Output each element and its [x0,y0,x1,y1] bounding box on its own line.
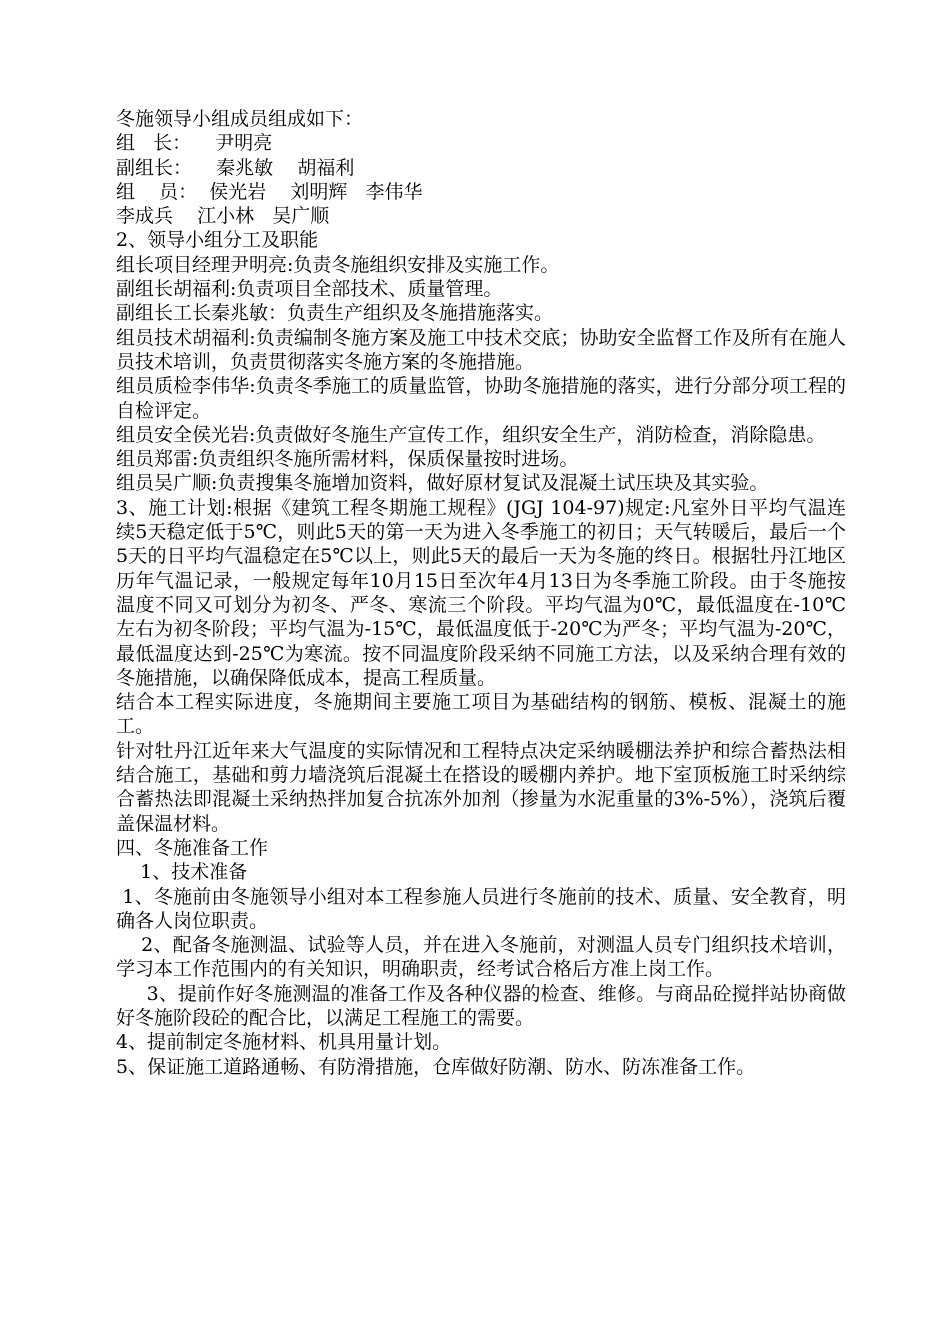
paragraph-duty-deputy-tech: 副组长胡福利:负责项目全部技术、质量管理。 [116,278,503,301]
subheading-technical-preparation: 1、技术准备 [116,861,248,884]
paragraph-project-scope: 结合本工程实际进度，冬施期间主要施工项目为基础结构的钢筋、模板、混凝土的施工。 [116,691,846,738]
section-heading-division-of-duties: 2、领导小组分工及职能 [116,229,319,252]
paragraph-duty-leader: 组长项目经理尹明亮:负责冬施组织安排及实施工作。 [116,253,560,276]
section-heading-winter-preparation: 四、冬施准备工作 [116,836,269,859]
paragraph-duty-deputy-production: 副组长工长秦兆敏：负责生产组织及冬施措施落实。 [116,302,554,325]
list-item-1: 1、冬施前由冬施领导小组对本工程参施人员进行冬施前的技术、质量、安全教育，明确各人岗位职责。 [116,885,846,932]
paragraph-curing-method: 针对牡丹江近年来大气温度的实际情况和工程特点决定采纳暖棚法养护和综合蓄热法相结合施工，基础和剪力墙浇筑后混凝土在搭设的暖棚内养护。地下室顶板施工时采纳综合蓄热法即混凝土采纳热拌加复合抗冻外加剂（掺量为水泥重量的3%-5%），浇筑后覆盖保温材料。 [116,739,846,835]
paragraph-team-members-continued: 李成兵 江小林 吴广顺 [116,205,330,228]
document-body [116,107,846,1079]
paragraph-duty-technical: 组员技术胡福利:负责编制冬施方案及施工中技术交底；协助安全监督工作及所有在施人员技术培训，负责贯彻落实冬施方案的冬施措施。 [116,326,846,373]
paragraph-deputy-leaders: 副组长： 秦兆敏 胡福利 [116,156,355,179]
list-item-3: 3、提前作好冬施测温的准备工作及各种仪器的检查、维修。与商品砼搅拌站协商做好冬施阶段砼的配合比，以满足工程施工的需要。 [116,982,846,1029]
paragraph-team-leader: 组 长： 尹明亮 [116,132,273,155]
list-item-4: 4、提前制定冬施材料、机具用量计划。 [116,1031,452,1054]
paragraph-team-members: 组 员： 侯光岩 刘明辉 李伟华 [116,180,423,203]
paragraph-duty-quality: 组员质检李伟华:负责冬季施工的质量监管，协助冬施措施的落实，进行分部分项工程的自检评定。 [116,375,846,422]
paragraph-duty-safety: 组员安全侯光岩:负责做好冬施生产宣传工作，组织安全生产，消防检查，消除隐患。 [116,423,826,446]
list-item-5: 5、保证施工道路通畅、有防滑措施，仓库做好防潮、防水、防冻准备工作。 [116,1055,756,1078]
list-item-2: 2、配备冬施测温、试验等人员，并在进入冬施前，对测温人员专门组织技术培训，学习本工作范围内的有关知识，明确职责，经考试合格后方准上岗工作。 [116,934,846,981]
paragraph-duty-data: 组员吴广顺:负责搜集冬施增加资料，做好原材复试及混凝土试压块及其实验。 [116,472,769,495]
paragraph-team-intro: 冬施领导小组成员组成如下： [116,108,364,130]
paragraph-construction-plan: 3、施工计划:根据《建筑工程冬期施工规程》(JGJ 104-97)规定:凡室外日平均气温连续5天稳定低于5℃，则此5天的第一天为进入冬季施工的初日；天气转暖后，最后一个5天的日平均气温稳定在5℃以上，则此5天的最后一天为冬施的终日。根据牡丹江地区历年气温记录，一般规定每年10月15日至次年4月13日为冬季施工阶段。由于冬施按温度不同又可划分为初冬、严冬、寒流三个阶段。平均气温为0℃，最低温度在-10℃左右为初冬阶段；平均气温为-15℃，最低温度低于-20℃为严冬；平均气温为-20℃，最低温度达到-25℃为寒流。按不同温度阶段采纳不同施工方法，以及采纳合理有效的冬施措施，以确保降低成本，提高工程质量。 [116,496,846,689]
paragraph-duty-materials: 组员郑雷:负责组织冬施所需材料，保质保量按时进场。 [116,448,579,471]
